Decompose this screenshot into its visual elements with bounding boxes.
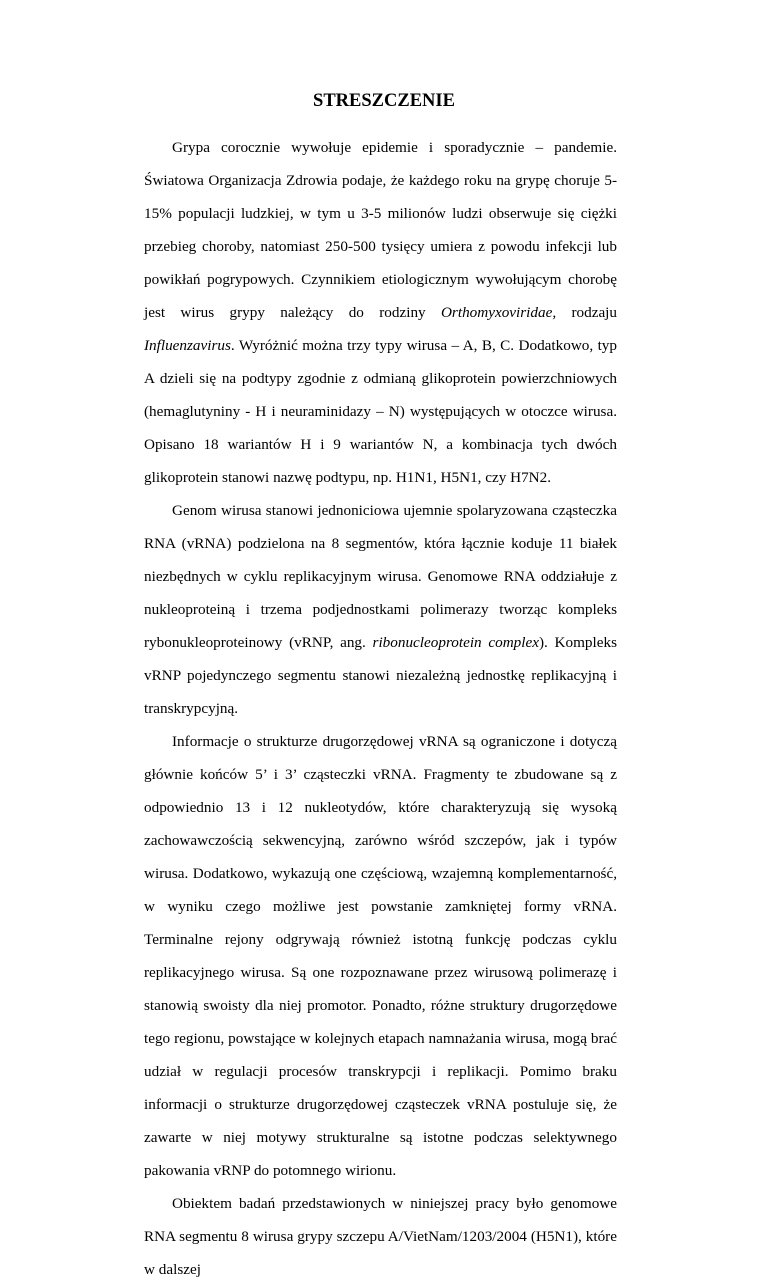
text-run: . Wyróżnić można trzy typy wirusa – A, B, C. Dodatkowo, typ A dzieli się na podtypy zgodnie z odmianą glikoprotein powierzchniowych (hemaglutyniny - H i neuraminidazy – N) występujących w otoczce wirusa. Opisano 18 wariantów H i 9 wariantów N, a kombinacja tych dwóch glikoprotein stanowi nazwę podtypu, np. H1N1, H5N1, czy H7N2. (144, 337, 617, 486)
abstract-body (144, 131, 617, 1286)
text-run: Genom wirusa stanowi jednoniciowa ujemnie spolaryzowana cząsteczka RNA (vRNA) podzielona na 8 segmentów, która łącznie koduje 11 białek niezbędnych w cyklu replikacyjnym wirusa. Genomowe RNA oddziałuje z nukleoproteiną i trzema podjednostkami polimerazy tworząc kompleks rybonukleoproteinowy (vRNP, ang. (144, 502, 617, 651)
italic-term: Orthomyxoviridae, (440, 304, 557, 321)
paragraph-4 (144, 1187, 617, 1286)
text-run: Grypa corocznie wywołuje epidemie i sporadycznie – pandemie. Światowa Organizacja Zdrowia podaje, że każdego roku na grypę choruje 5-15% populacji ludzkiej, w tym u 3-5 milionów ludzi obserwuje się ciężki przebieg choroby, natomiast 250-500 tysięcy umiera z powodu infekcji lub powikłań pogrypowych. Czynnikiem etiologicznym wywołującym chorobę jest wirus grypy należący do rodziny (144, 139, 617, 321)
text-run: ). Kompleks vRNP pojedynczego segmentu stanowi niezależną jednostkę replikacyjną i transkrypcyjną. (144, 634, 617, 717)
italic-term: Influenzavirus (144, 337, 231, 354)
text-run: Obiektem badań przedstawionych w niniejszej pracy było genomowe RNA segmentu 8 wirusa grypy szczepu A/VietNam/1203/2004 (H5N1), które w dalszej (144, 1195, 617, 1278)
text-run: rodzaju (556, 304, 617, 321)
text-run: Informacje o strukturze drugorzędowej vRNA są ograniczone i dotyczą głównie końców 5’ i 3’ cząsteczki vRNA. Fragmenty te zbudowane są z odpowiednio 13 i 12 nukleotydów, które charakteryzują się wysoką zachowawczością sekwencyjną, zarówno wśród szczepów, jak i typów wirusa. Dodatkowo, wykazują one częściową, wzajemną komplementarność, w wyniku czego możliwe jest powstanie zamkniętej formy vRNA. Terminalne rejony odgrywają również istotną funkcję podczas cyklu replikacyjnego wirusa. Są one rozpoznawane przez wirusową polimerazę i stanowią swoisty dla niej promotor. Ponadto, różne struktury drugorzędowe tego regionu, powstające w kolejnych etapach namnażania wirusa, mogą brać udział w regulacji procesów transkrypcji i replikacji. Pomimo braku informacji o strukturze drugorzędowej cząsteczek vRNA postuluje się, że zawarte w niej motywy strukturalne są istotne podczas selektywnego pakowania vRNP do potomnego wirionu. (144, 733, 617, 1179)
page-title: STRESZCZENIE (313, 91, 455, 111)
paragraph-1 (144, 131, 617, 494)
paragraph-2 (144, 494, 617, 725)
italic-term: ribonucleoprotein complex (372, 634, 539, 651)
paragraph-3 (144, 725, 617, 1187)
